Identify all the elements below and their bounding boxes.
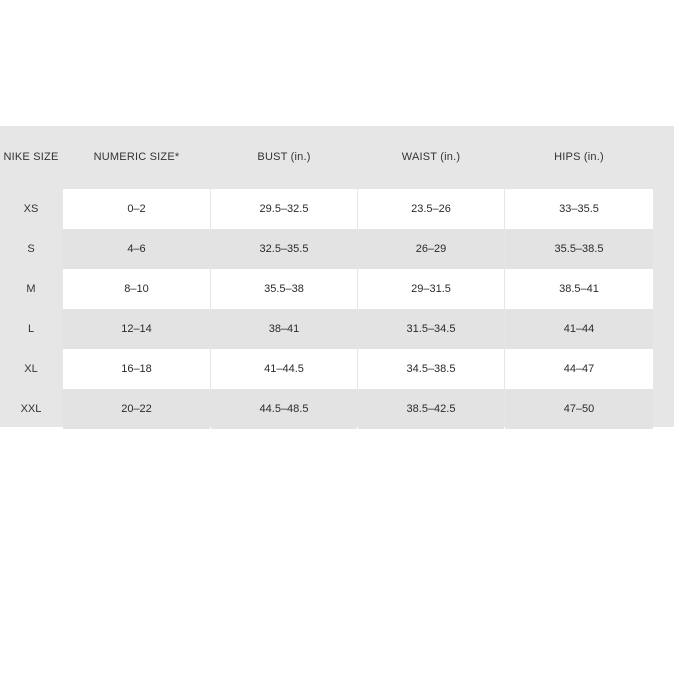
table-row <box>0 309 674 349</box>
table-row <box>0 269 674 309</box>
cell-waist: 34.5–38.5 <box>358 349 504 389</box>
cell-hips: 41–44 <box>505 309 653 349</box>
cell-numeric: 12–14 <box>63 309 210 349</box>
cell-waist: 31.5–34.5 <box>358 309 504 349</box>
cell-numeric: 8–10 <box>63 269 210 309</box>
table-row <box>0 229 674 269</box>
size-chart-header <box>0 126 674 189</box>
cell-hips: 35.5–38.5 <box>505 229 653 269</box>
cell-bust: 35.5–38 <box>211 269 357 309</box>
row-size: L <box>27 323 35 335</box>
header-nike-size: NIKE SIZE <box>3 151 59 163</box>
cell-bust: 32.5–35.5 <box>211 229 357 269</box>
row-size: XXL <box>20 403 42 415</box>
header-bust: BUST (in.) <box>257 151 311 163</box>
cell-waist: 38.5–42.5 <box>358 389 504 429</box>
cell-numeric: 16–18 <box>63 349 210 389</box>
cell-bust: 41–44.5 <box>211 349 357 389</box>
cell-numeric: 0–2 <box>63 189 210 229</box>
cell-hips: 33–35.5 <box>505 189 653 229</box>
header-numeric-size: NUMERIC SIZE* <box>93 151 180 163</box>
cell-bust: 38–41 <box>211 309 357 349</box>
table-row <box>0 189 674 229</box>
cell-waist: 29–31.5 <box>358 269 504 309</box>
table-row <box>0 349 674 389</box>
cell-hips: 38.5–41 <box>505 269 653 309</box>
size-chart <box>0 126 674 427</box>
cell-bust: 44.5–48.5 <box>211 389 357 429</box>
header-waist: WAIST (in.) <box>401 151 461 163</box>
cell-numeric: 4–6 <box>63 229 210 269</box>
header-hips: HIPS (in.) <box>554 151 604 163</box>
row-size: M <box>26 283 36 295</box>
cell-waist: 26–29 <box>358 229 504 269</box>
cell-hips: 47–50 <box>505 389 653 429</box>
row-size: XS <box>23 203 39 215</box>
row-size: XL <box>24 363 38 375</box>
cell-hips: 44–47 <box>505 349 653 389</box>
cell-numeric: 20–22 <box>63 389 210 429</box>
table-row <box>0 389 674 429</box>
row-size: S <box>27 243 35 255</box>
cell-bust: 29.5–32.5 <box>211 189 357 229</box>
cell-waist: 23.5–26 <box>358 189 504 229</box>
